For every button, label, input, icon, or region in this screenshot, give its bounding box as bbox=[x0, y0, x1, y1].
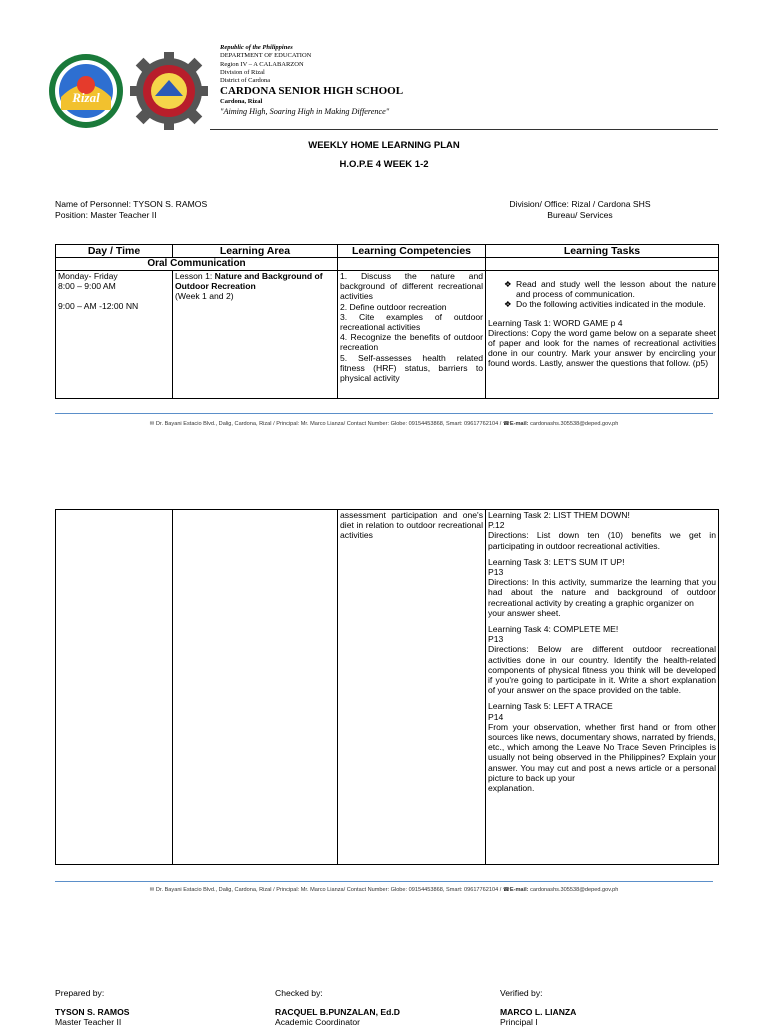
learning-plan-table-continued bbox=[55, 509, 719, 865]
checked-name: RACQUEL B.PUNZALAN, Ed.D bbox=[275, 1007, 400, 1017]
checked-position: Academic Coordinator bbox=[275, 1017, 361, 1027]
prepared-position: Master Teacher II bbox=[55, 1017, 122, 1027]
fax-icon: ☎ bbox=[502, 421, 510, 427]
footer-1: ✉ Dr. Bayani Estacio Blvd., Dalig, Cardona, Rizal / Principal: Mr. Marco Lianza/ Contact Number: Globe: 09154453868, Smart: 09617762104 / ☎E-mail: cardonashs.305538@deped.gov.ph bbox=[149, 421, 619, 427]
competency-item: 1. Discuss the nature and background of different recreational activities bbox=[340, 271, 483, 302]
prepared-label: Prepared by: bbox=[55, 988, 105, 998]
verified-position: Principal I bbox=[500, 1017, 538, 1027]
department-text: DEPARTMENT OF EDUCATION bbox=[220, 52, 312, 60]
learning-task-2: Learning Task 2: LIST THEM DOWN! P.12 Directions: List down ten (10) benefits we get in participating in outdoor recreational activities. bbox=[488, 510, 716, 551]
logo-left-text: Rizal bbox=[72, 90, 100, 105]
verified-name: MARCO L. LIANZA bbox=[500, 1007, 577, 1017]
footer-email: cardonashs.305538@deped.gov.ph bbox=[530, 421, 619, 427]
envelope-icon: ✉ bbox=[149, 421, 156, 427]
personnel-position: Position: Master Teacher II bbox=[55, 210, 157, 220]
footer-rule-1 bbox=[55, 413, 713, 414]
competency-item: 5. Self-assesses health related fitness (HRF) status, barriers to physical activity bbox=[340, 352, 483, 384]
doc-subtitle: H.O.P.E 4 WEEK 1-2 bbox=[339, 159, 429, 170]
task1-title: Learning Task 1: WORD GAME p 4 bbox=[488, 317, 623, 328]
competency-item: 3. Cite examples of outdoor recreational activities bbox=[340, 311, 483, 333]
diamond-bullet-icon: ❖ bbox=[504, 279, 512, 289]
competency-continued: assessment participation and one's diet in relation to outdoor recreational activities bbox=[338, 510, 486, 865]
prepared-by-block bbox=[55, 988, 255, 1027]
fax-icon: ☎ bbox=[502, 887, 510, 893]
checked-label: Checked by: bbox=[275, 988, 323, 998]
diamond-bullet-icon: ❖ bbox=[504, 299, 512, 310]
town-text: Cardona, Rizal bbox=[220, 98, 263, 106]
footer-2: ✉ Dr. Bayani Estacio Blvd., Dalig, Cardona, Rizal / Principal: Mr. Marco Lianza/ Contact Number: Globe: 09154453868, Smart: 09617762104 / ☎E-mail: cardonashs.305538@deped.gov.ph bbox=[149, 887, 619, 893]
republic-text: Republic of the Philippines bbox=[220, 44, 293, 51]
checked-by-block bbox=[275, 988, 475, 1027]
personnel-name: Name of Personnel: TYSON S. RAMOS bbox=[55, 199, 208, 209]
envelope-icon: ✉ bbox=[149, 887, 156, 893]
learning-task-4: Learning Task 4: COMPLETE ME! P13 Directions: Below are different outdoor recreational activities done in our country. Identify the health-related components of physical fitness you think will be developed if you're going to participate in it. Write a short explanation of your answer on the space provided on the table. bbox=[488, 624, 716, 696]
day-range: Monday- Friday bbox=[58, 271, 118, 281]
task1-body: Directions: Copy the word game below on a separate sheet of paper and look for the names of recreational activities done in our country. Mark your answer by encircling your found words. Lastly, answer the questions that follow. (p5) bbox=[488, 327, 716, 369]
lesson-heading: Lesson 1: Nature and Background of Outdoor Recreation bbox=[175, 271, 323, 292]
bullet-item: ❖ Do the following activities indicated in the module. bbox=[504, 299, 706, 310]
time-slot-1: 8:00 – 9:00 AM bbox=[58, 281, 116, 292]
footer-rule-2 bbox=[55, 881, 713, 882]
letterhead-rule bbox=[210, 129, 718, 130]
division-text: Division of Rizal bbox=[220, 68, 265, 76]
lesson-weeks: (Week 1 and 2) bbox=[175, 291, 234, 302]
competency-item: 2. Define outdoor recreation bbox=[340, 301, 447, 312]
division-office: Division/ Office: Rizal / Cardona SHS bbox=[509, 199, 651, 209]
school-name: CARDONA SENIOR HIGH SCHOOL bbox=[220, 85, 404, 98]
district-text: District of Cardona bbox=[220, 77, 271, 85]
learning-task-3: Learning Task 3: LET'S SUM IT UP! P13 Directions: In this activity, summarize the learning that you had about the nature and background of outdoor recreational activity by creating a graphic organizer on your answer sheet. bbox=[488, 556, 716, 618]
time-slot-2: 9:00 – AM -12:00 NN bbox=[58, 301, 139, 312]
col-header-learning-area: Learning Area bbox=[173, 245, 338, 258]
lesson-title: Nature and Background of Outdoor Recreation bbox=[175, 271, 323, 292]
bureau-services: Bureau/ Services bbox=[547, 210, 613, 220]
learning-plan-table bbox=[55, 244, 719, 399]
competency-item: 4. Recognize the benefits of outdoor recreation bbox=[340, 332, 483, 353]
learning-task-5: Learning Task 5: LEFT A TRACE P14 From your observation, whether first hand or from other sources like news, documentary shows, narrated by friends, etc., which among the Leave No Trace Seven Principles is usually not being observed in the Philippines? Explain your answer. You may cut and post a news article or a personal picture to back up your explanation. bbox=[488, 701, 716, 794]
bullet-item: ❖ Read and study well the lesson about the nature and process of communication. bbox=[504, 279, 716, 300]
col-header-day-time: Day / Time bbox=[56, 245, 173, 258]
deped-rizal-logo bbox=[47, 52, 125, 130]
col-header-competencies: Learning Competencies bbox=[338, 245, 486, 258]
school-gear-logo bbox=[128, 50, 210, 132]
motto-text: "Aiming High, Soaring High in Making Difference" bbox=[220, 106, 390, 116]
verified-by-block bbox=[500, 988, 700, 1027]
doc-title: WEEKLY HOME LEARNING PLAN bbox=[308, 140, 460, 151]
verified-label: Verified by: bbox=[500, 988, 543, 998]
section-title: Oral Communication bbox=[56, 258, 338, 271]
col-header-tasks: Learning Tasks bbox=[486, 245, 719, 258]
region-text: Region IV – A CALABARZON bbox=[220, 60, 304, 68]
footer-email: cardonashs.305538@deped.gov.ph bbox=[530, 887, 619, 893]
prepared-name: TYSON S. RAMOS bbox=[55, 1007, 130, 1017]
